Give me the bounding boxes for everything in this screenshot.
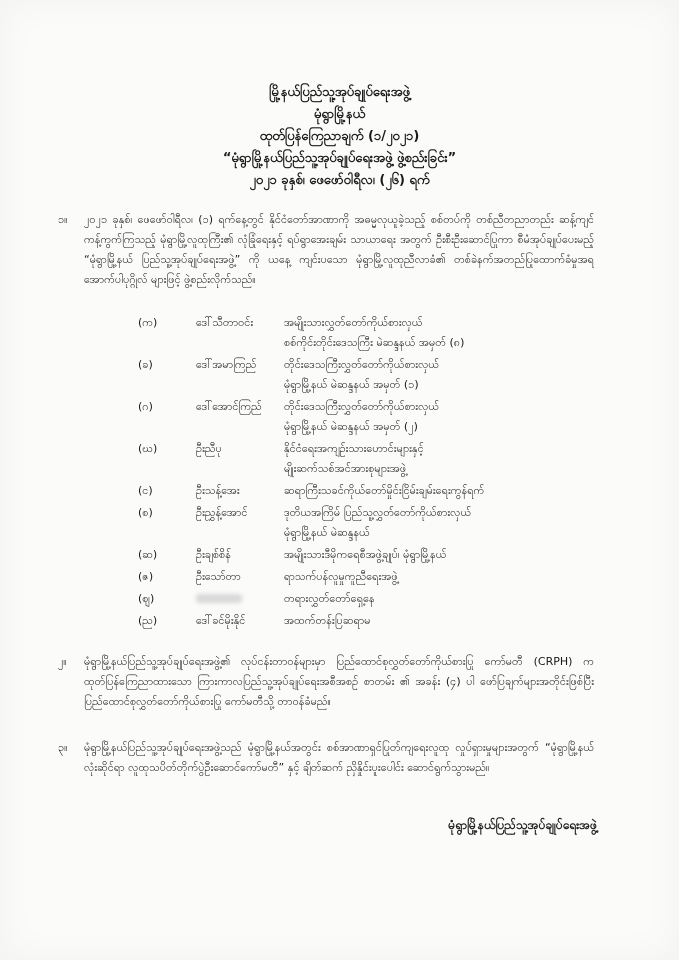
- member-role-line: ရာသက်ပန်လူမှုကူညီရေးအဖွဲ့: [284, 570, 398, 583]
- member-index: (ဂ): [138, 400, 153, 413]
- member-role: [284, 481, 584, 501]
- document-header: [0, 82, 679, 192]
- member-row: [138, 397, 578, 439]
- member-role-line: မုံရွာမြို့နယ် မဲဆန္ဒနယ် အမှတ် (၁): [284, 378, 419, 391]
- member-name: ဦးသော်တာ: [196, 570, 241, 583]
- paragraph-text: မုံရွာမြို့နယ်ပြည်သူ့အုပ်ချုပ်ရေးအဖွဲ့၏ လုပ်ငန်းတာဝန်များမှာ ပြည်ထောင်စုလွှတ်တော်ကိုယ်စားပြု ကော်မတီ (CRPH) ကထုတ်ပြန်ကြေညာထားသော ကြားကာလပြည်သူ့အုပ်ချုပ်ရေးအစီအစဉ် စာတမ်း ၏ အခန်း (၄) ပါ ဖော်ပြချက်များအတိုင်းဖြစ်ပြီး ပြည်ထောင်စုလွှတ်တော်ကိုယ်စားပြု ကော်မတီသို့ တာဝန်ခံမည်။: [84, 655, 594, 708]
- member-role-line: မုံရွာမြို့နယ် မဲဆန္ဒနယ်: [284, 526, 370, 539]
- signature-block: မုံရွာမြို့နယ်ပြည်သူ့အုပ်ချုပ်ရေးအဖွဲ့: [448, 818, 597, 832]
- member-role-line: တိုင်းဒေသကြီးလွှတ်တော်ကိုယ်စားလှယ်: [284, 358, 440, 371]
- member-role-line: မျိုးဆက်သစ်အင်အားစုများအဖွဲ့: [284, 462, 407, 475]
- paragraph-3: [58, 738, 594, 778]
- member-role-line: ဆရာကြီးသခင်ကိုယ်တော်မှိုင်းငြိမ်းချမ်းရေးကွန်ရက်: [284, 484, 485, 497]
- member-index: (ဈ): [138, 592, 155, 605]
- member-role: [284, 439, 584, 479]
- paragraph-number: ၃။: [58, 741, 68, 754]
- member-role-line: ဒုတိယအကြိမ် ပြည်သူ့လွှတ်တော်ကိုယ်စားလှယ်: [284, 506, 472, 519]
- paragraph-text: ၂၀၂၁ ခုနှစ်၊ ဖေဖော်ဝါရီလ၊ (၁) ရက်နေ့တွင် နိုင်ငံတော်အာဏာကို အဓမ္မလုယူခဲ့သည့် စစ်တပ်ကို တစ်ညီတညာတည်း ဆန့်ကျင်ကန့်ကွက်ကြသည့် မုံရွာမြို့လူထုကြီး၏ လုံခြုံရေးနှင့် ရပ်ရွာအေးချမ်း သာယာရေး အတွက် ဦးစီးဦးဆောင်ပြုကာ စီမံအုပ်ချုပ်ပေးမည့် “မုံရွာမြို့နယ် ပြည်သူ့အုပ်ချုပ်ရေးအဖွဲ့” ကို ယနေ့ ကျင်းပသော မုံရွာမြို့လူထုညီလာခံ၏ တစ်ခဲနက်အတည်ပြုထောက်ခံမှုအရ အောက်ပါပုဂ္ဂိုလ် များဖြင့် ဖွဲ့စည်းလိုက်သည်။: [84, 213, 594, 286]
- member-row: [138, 503, 578, 545]
- member-index: (ဆ): [138, 548, 158, 561]
- member-name: ဦးညွှန့်အောင်: [196, 506, 248, 519]
- member-name: ဒေါ်အောင်ကြည်: [196, 400, 262, 413]
- member-index: (ဇ): [138, 570, 154, 583]
- member-role: [284, 545, 584, 565]
- member-role: [284, 503, 584, 543]
- member-index: (စ): [138, 506, 153, 519]
- announcement-number: ထုတ်ပြန်ကြေညာချက် (၁/၂၀၂၁): [259, 129, 420, 144]
- member-row: [138, 611, 578, 633]
- member-name: ဦးသန့်အေး: [196, 484, 240, 497]
- township-title: မုံရွာမြို့နယ်: [313, 107, 366, 122]
- member-row: [138, 313, 578, 355]
- member-index: (ည): [138, 614, 158, 627]
- redaction-blur: [196, 594, 242, 603]
- member-role: [284, 355, 584, 395]
- announcement-subject: “မုံရွာမြို့နယ်ပြည်သူ့အုပ်ချုပ်ရေးအဖွဲ့ ဖွဲ့စည်းခြင်း”: [222, 151, 457, 166]
- member-role-line: အမျိုးသားဒီမိုကရေစီအဖွဲ့ချုပ်၊ မုံရွာမြို့နယ်: [284, 548, 447, 561]
- member-role: [284, 589, 584, 609]
- member-name: ဦးညီပု: [196, 442, 222, 455]
- member-role-line: အထက်တန်းပြဆရာမ: [284, 614, 371, 627]
- member-name: ဦးချစ်စိန်: [196, 548, 231, 561]
- member-role: [284, 611, 584, 631]
- member-name: ဒေါ်သီတာဝင်း: [196, 316, 254, 329]
- member-role: [284, 397, 584, 437]
- member-row: [138, 567, 578, 589]
- member-role: [284, 567, 584, 587]
- member-name: ဒေါ်ခင်မိုးနိုင်: [196, 614, 246, 627]
- member-role-line: မုံရွာမြို့နယ် မဲဆန္ဒနယ် အမှတ် (၂): [284, 420, 418, 433]
- member-role-line: တရားလွှတ်တော်ရှေ့နေ: [284, 592, 375, 605]
- member-index: (င): [138, 484, 153, 497]
- announcement-date: ၂၀၂၁ ခုနှစ်၊ ဖေဖော်ဝါရီလ၊ (၂၆) ရက်: [249, 173, 430, 188]
- member-role-line: တိုင်းဒေသကြီးလွှတ်တော်ကိုယ်စားလှယ်: [284, 400, 440, 413]
- member-name-redacted: [196, 589, 242, 610]
- member-row: [138, 439, 578, 481]
- paragraph-2: [58, 652, 594, 712]
- paragraph-1: [58, 210, 594, 290]
- org-title: မြို့နယ်ပြည်သူ့အုပ်ချုပ်ရေးအဖွဲ့: [269, 85, 410, 100]
- member-index: (ခ): [138, 358, 153, 371]
- paragraph-text: မုံရွာမြို့နယ်ပြည်သူ့အုပ်ချုပ်ရေးအဖွဲ့သည် မုံရွာမြို့နယ်အတွင်း စစ်အာဏာရှင်ပြုတ်ကျရေးလူထု လှုပ်ရှားမှုများအတွက် “မုံရွာမြို့နယ်လုံးဆိုင်ရာ လူထုသပိတ်တိုက်ပွဲဦးဆောင်ကော်မတီ” နှင့် ချိတ်ဆက် ညှိနှိုင်းပူးပေါင်း ဆောင်ရွက်သွားမည်။: [84, 741, 594, 774]
- member-index: (က): [138, 316, 158, 329]
- member-name: ဒေါ်အမာကြည်: [196, 358, 257, 371]
- member-row: [138, 589, 578, 611]
- member-role: [284, 313, 584, 353]
- member-role-line: စစ်ကိုင်းတိုင်းဒေသကြီး မဲဆန္ဒနယ် အမှတ် (၈): [284, 336, 465, 349]
- member-row: [138, 545, 578, 567]
- paragraph-number: ၁။: [58, 213, 68, 226]
- member-role-line: အမျိုးသားလွှတ်တော်ကိုယ်စားလှယ်: [284, 316, 423, 329]
- member-row: [138, 355, 578, 397]
- member-row: [138, 481, 578, 503]
- member-index: (ဃ): [138, 442, 158, 455]
- paragraph-number: ၂။: [58, 655, 67, 668]
- member-list: [138, 313, 578, 633]
- member-role-line: နိုင်ငံရေးအကျဉ်းသားဟောင်းများနှင့်: [284, 442, 424, 455]
